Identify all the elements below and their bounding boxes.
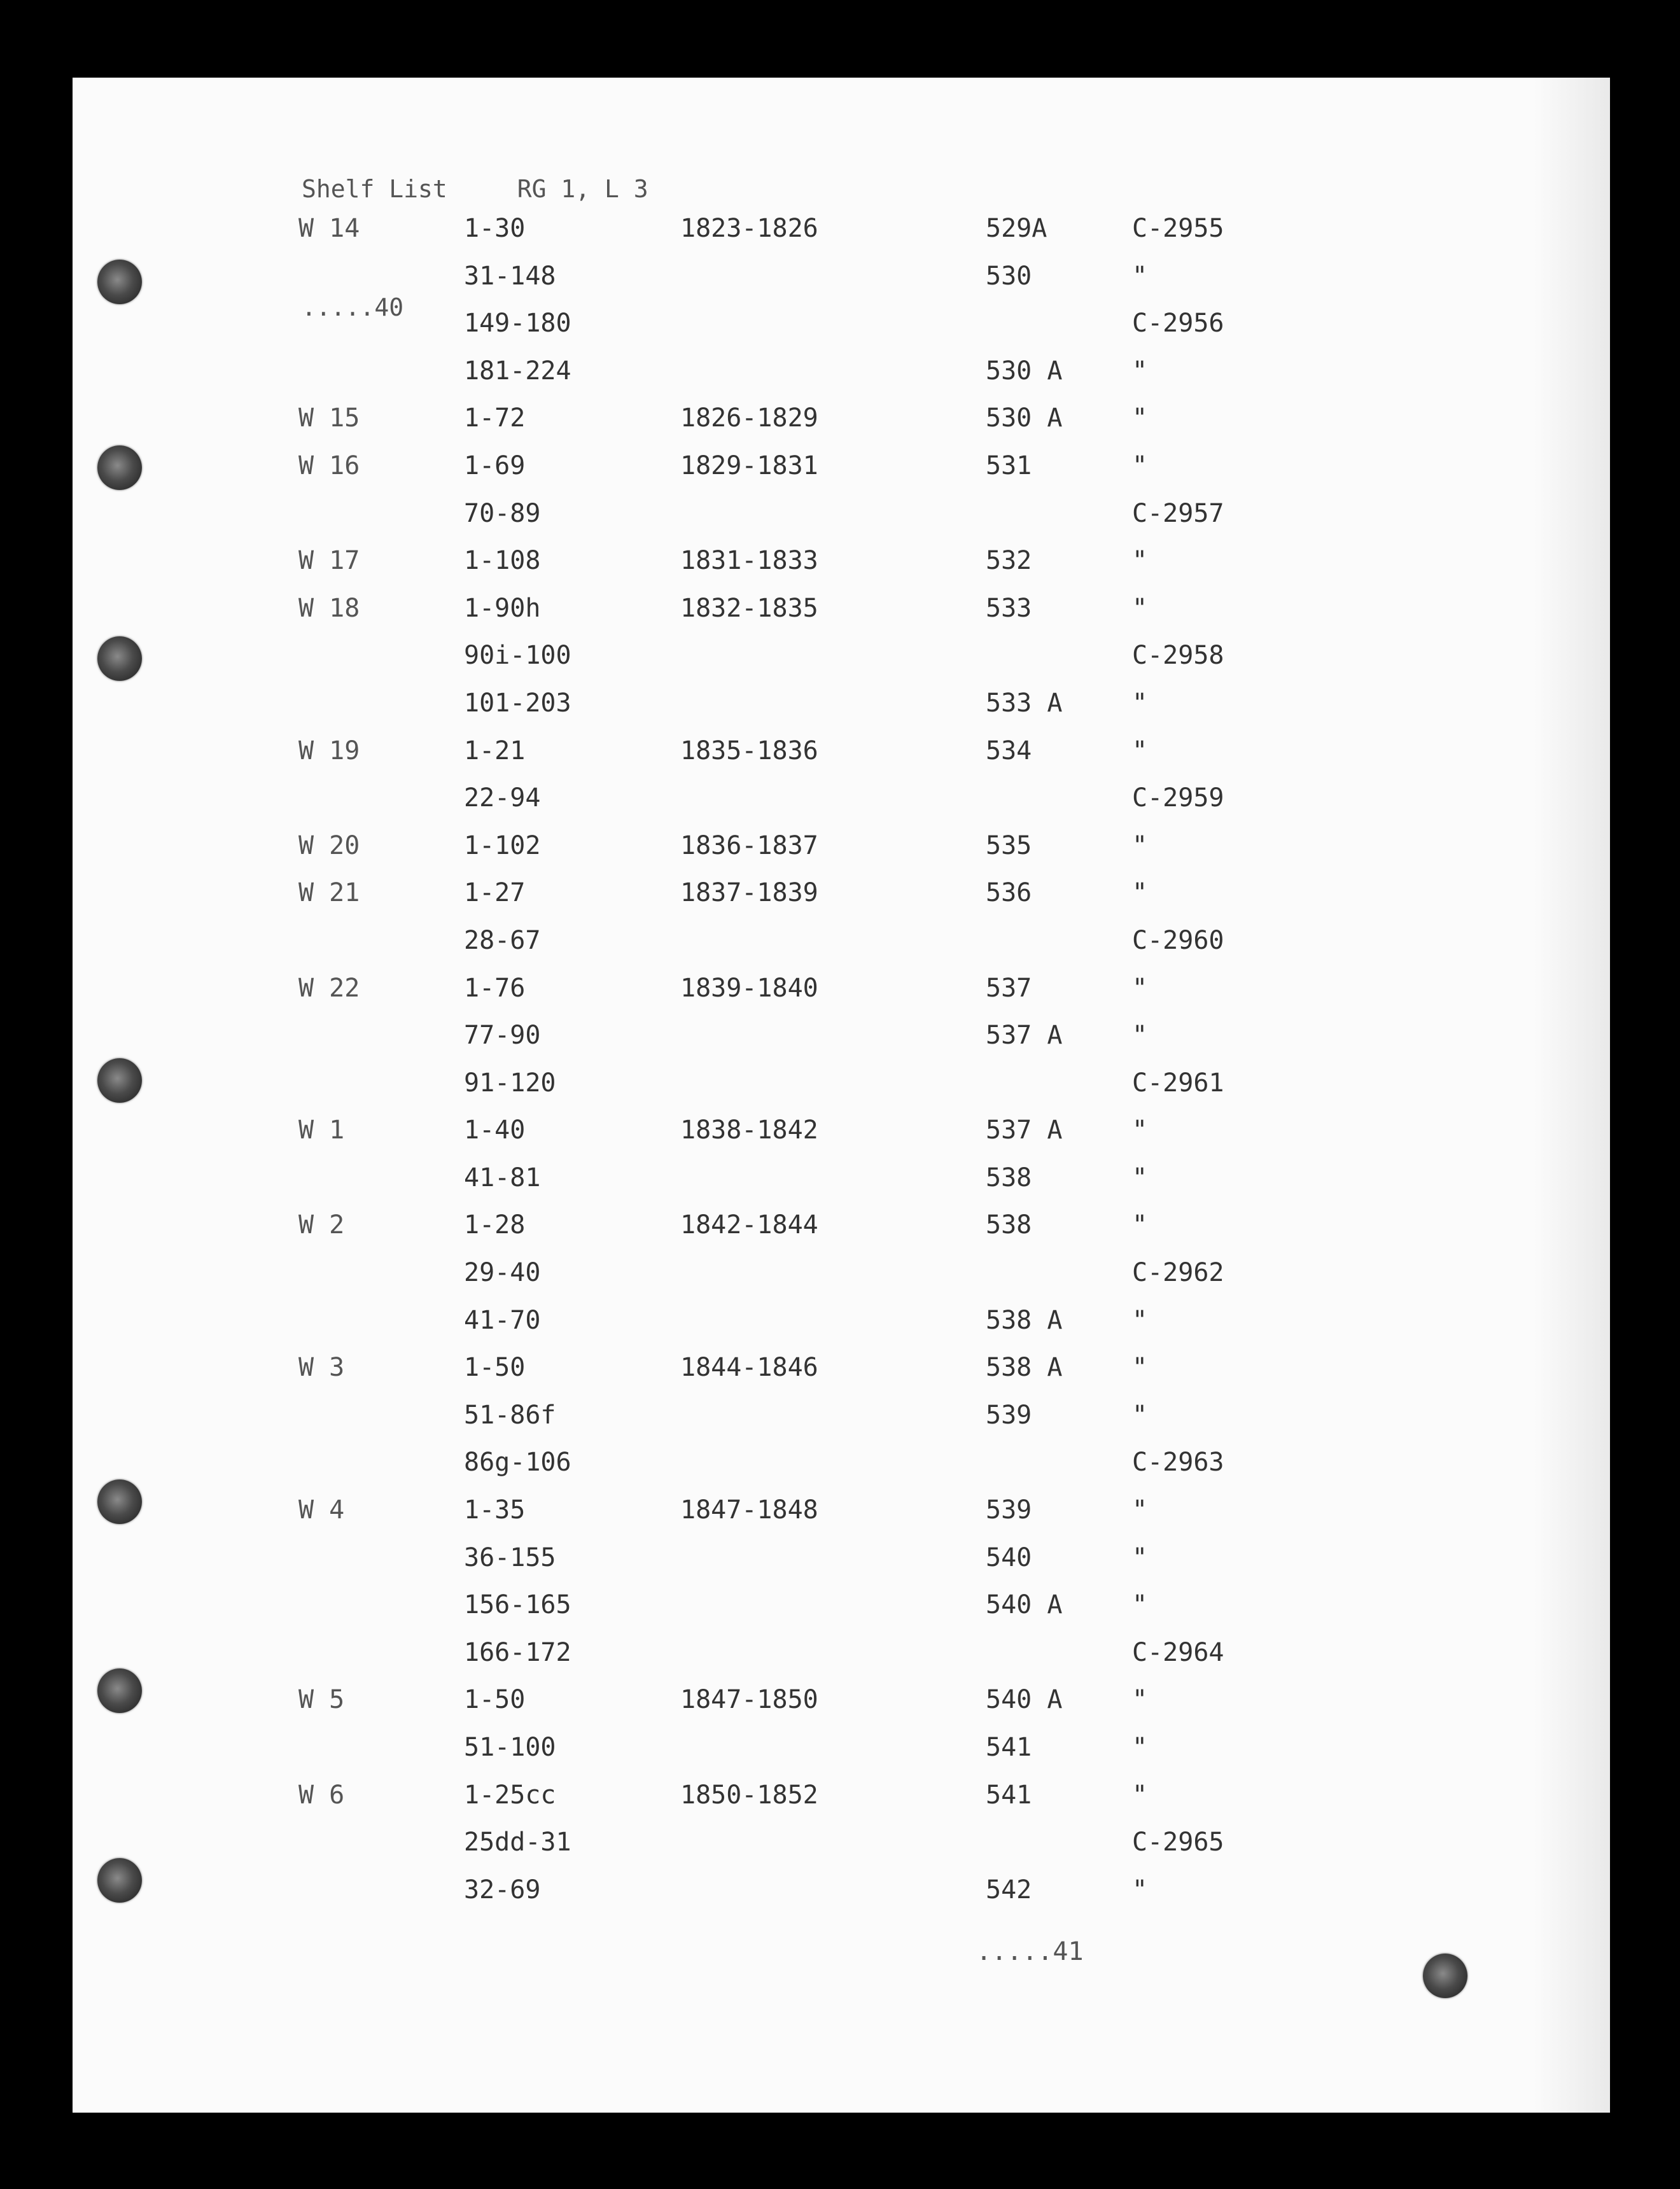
box-number-cell: 539 — [986, 1495, 1032, 1525]
item-range-cell: 77-90 — [464, 1021, 541, 1051]
item-range-cell: 1-108 — [464, 546, 541, 576]
table-row — [73, 1306, 1610, 1353]
item-range-cell: 22-94 — [464, 783, 541, 813]
microfilm-reel-cell: C-2957 — [1132, 498, 1224, 528]
microfilm-reel-cell: " — [1132, 403, 1148, 433]
microfilm-reel-cell: " — [1132, 1163, 1148, 1192]
series-cell: W 18 — [298, 593, 360, 623]
date-range-cell: 1839-1840 — [680, 973, 818, 1003]
box-number-cell: 530 A — [986, 403, 1063, 433]
box-number-cell: 538 — [986, 1210, 1032, 1240]
box-number-cell: 541 — [986, 1780, 1032, 1810]
box-number-cell: 533 — [986, 593, 1032, 623]
punch-hole — [97, 1668, 142, 1713]
item-range-cell: 70-89 — [464, 498, 541, 528]
date-range-cell: 1847-1850 — [680, 1685, 818, 1715]
item-range-cell: 149-180 — [464, 309, 571, 339]
table-row — [73, 736, 1610, 784]
microfilm-reel-cell: " — [1132, 1021, 1148, 1051]
item-range-cell: 1-102 — [464, 830, 541, 860]
box-number-cell: 539 — [986, 1400, 1032, 1430]
table-row — [73, 451, 1610, 499]
record-group-reference: RG 1, L 3 — [517, 175, 648, 203]
box-number-cell: 533 A — [986, 688, 1063, 718]
microfilm-reel-cell: " — [1132, 1115, 1148, 1145]
document-page — [73, 78, 1610, 2113]
box-number-cell: 530 — [986, 261, 1032, 291]
punch-hole — [97, 1058, 142, 1103]
table-row — [73, 1828, 1610, 1875]
item-range-cell: 28-67 — [464, 925, 541, 955]
item-range-cell: 1-90h — [464, 593, 541, 623]
table-row — [73, 1163, 1610, 1211]
microfilm-reel-cell: C-2958 — [1132, 641, 1224, 671]
next-page-marker: .....41 — [976, 1937, 1084, 1966]
series-cell: W 16 — [298, 451, 360, 480]
item-range-cell: 1-72 — [464, 403, 526, 433]
date-range-cell: 1838-1842 — [680, 1115, 818, 1145]
box-number-cell: 534 — [986, 736, 1032, 766]
microfilm-reel-cell: " — [1132, 356, 1148, 386]
microfilm-reel-cell: " — [1132, 1590, 1148, 1620]
item-range-cell: 101-203 — [464, 688, 571, 718]
item-range-cell: 1-30 — [464, 214, 526, 243]
item-range-cell: 1-40 — [464, 1115, 526, 1145]
punch-hole — [1423, 1954, 1467, 1998]
date-range-cell: 1844-1846 — [680, 1353, 818, 1383]
item-range-cell: 1-25cc — [464, 1780, 556, 1810]
series-cell: W 19 — [298, 736, 360, 766]
date-range-cell: 1850-1852 — [680, 1780, 818, 1810]
microfilm-reel-cell: C-2955 — [1132, 214, 1224, 243]
item-range-cell: 156-165 — [464, 1590, 571, 1620]
box-number-cell: 540 — [986, 1542, 1032, 1572]
box-number-cell: 532 — [986, 546, 1032, 576]
series-cell: W 17 — [298, 546, 360, 576]
microfilm-reel-cell: " — [1132, 1495, 1148, 1525]
date-range-cell: 1831-1833 — [680, 546, 818, 576]
microfilm-reel-cell: C-2956 — [1132, 309, 1224, 339]
date-range-cell: 1837-1839 — [680, 878, 818, 908]
box-number-cell: 541 — [986, 1733, 1032, 1762]
item-range-cell: 36-155 — [464, 1542, 556, 1572]
table-row — [73, 499, 1610, 547]
date-range-cell: 1823-1826 — [680, 214, 818, 243]
table-row — [73, 1543, 1610, 1591]
box-number-cell: 537 — [986, 973, 1032, 1003]
punch-hole — [97, 1479, 142, 1524]
box-number-cell: 529A — [986, 214, 1047, 243]
microfilm-reel-cell: " — [1132, 261, 1148, 291]
box-number-cell: 538 — [986, 1163, 1032, 1192]
item-range-cell: 32-69 — [464, 1875, 541, 1905]
item-range-cell: 166-172 — [464, 1637, 571, 1667]
table-row — [73, 974, 1610, 1021]
series-cell: W 22 — [298, 973, 360, 1003]
table-row — [73, 1733, 1610, 1780]
table-row — [73, 356, 1610, 404]
item-range-cell: 1-69 — [464, 451, 526, 480]
item-range-cell: 1-28 — [464, 1210, 526, 1240]
microfilm-reel-cell: " — [1132, 1733, 1148, 1762]
microfilm-reel-cell: " — [1132, 973, 1148, 1003]
page-marker: .....40 — [302, 293, 404, 321]
table-row — [73, 309, 1610, 356]
table-row — [73, 1115, 1610, 1163]
microfilm-reel-cell: " — [1132, 830, 1148, 860]
table-row — [73, 1590, 1610, 1638]
microfilm-reel-cell: " — [1132, 1210, 1148, 1240]
item-range-cell: 1-50 — [464, 1685, 526, 1715]
table-row — [73, 831, 1610, 879]
item-range-cell: 41-70 — [464, 1305, 541, 1335]
table-row — [73, 1258, 1610, 1306]
item-range-cell: 1-27 — [464, 878, 526, 908]
box-number-cell: 540 A — [986, 1590, 1063, 1620]
microfilm-reel-cell: " — [1132, 1305, 1148, 1335]
date-range-cell: 1826-1829 — [680, 403, 818, 433]
microfilm-reel-cell: " — [1132, 593, 1148, 623]
series-cell: W 1 — [298, 1115, 345, 1145]
table-row — [73, 1021, 1610, 1068]
punch-hole — [97, 445, 142, 490]
date-range-cell: 1832-1835 — [680, 593, 818, 623]
table-row — [73, 1401, 1610, 1448]
table-row — [73, 262, 1610, 309]
box-number-cell: 530 A — [986, 356, 1063, 386]
header-title-row — [302, 169, 718, 209]
table-row — [73, 594, 1610, 641]
box-number-cell: 538 A — [986, 1353, 1063, 1383]
microfilm-reel-cell: " — [1132, 1780, 1148, 1810]
item-range-cell: 90i-100 — [464, 641, 571, 671]
item-range-cell: 1-76 — [464, 973, 526, 1003]
microfilm-reel-cell: " — [1132, 1542, 1148, 1572]
box-number-cell: 538 A — [986, 1305, 1063, 1335]
microfilm-reel-cell: " — [1132, 451, 1148, 480]
series-cell: W 3 — [298, 1353, 345, 1383]
microfilm-reel-cell: C-2963 — [1132, 1448, 1224, 1478]
microfilm-reel-cell: " — [1132, 546, 1148, 576]
microfilm-reel-cell: C-2959 — [1132, 783, 1224, 813]
date-range-cell: 1842-1844 — [680, 1210, 818, 1240]
table-row — [73, 1353, 1610, 1401]
table-row — [73, 403, 1610, 451]
box-number-cell: 537 A — [986, 1021, 1063, 1051]
microfilm-reel-cell: " — [1132, 1685, 1148, 1715]
item-range-cell: 1-35 — [464, 1495, 526, 1525]
box-number-cell: 536 — [986, 878, 1032, 908]
item-range-cell: 51-100 — [464, 1733, 556, 1762]
microfilm-reel-cell: " — [1132, 1353, 1148, 1383]
microfilm-reel-cell: " — [1132, 1400, 1148, 1430]
series-cell: W 5 — [298, 1685, 345, 1715]
table-row — [73, 1495, 1610, 1543]
item-range-cell: 41-81 — [464, 1163, 541, 1192]
item-range-cell: 31-148 — [464, 261, 556, 291]
table-row — [73, 1780, 1610, 1828]
microfilm-reel-cell: C-2962 — [1132, 1258, 1224, 1288]
table-row — [73, 1448, 1610, 1495]
series-cell: W 21 — [298, 878, 360, 908]
box-number-cell: 537 A — [986, 1115, 1063, 1145]
table-row — [73, 689, 1610, 736]
box-number-cell: 542 — [986, 1875, 1032, 1905]
microfilm-reel-cell: " — [1132, 1875, 1148, 1905]
table-row — [73, 1068, 1610, 1116]
table-row — [73, 1210, 1610, 1258]
date-range-cell: 1829-1831 — [680, 451, 818, 480]
punch-hole — [97, 260, 142, 304]
table-row — [73, 641, 1610, 689]
microfilm-reel-cell: " — [1132, 736, 1148, 766]
item-range-cell: 181-224 — [464, 356, 571, 386]
series-cell: W 15 — [298, 403, 360, 433]
box-number-cell: 540 A — [986, 1685, 1063, 1715]
series-cell: W 14 — [298, 214, 360, 243]
box-number-cell: 531 — [986, 451, 1032, 480]
item-range-cell: 1-21 — [464, 736, 526, 766]
punch-hole — [97, 636, 142, 681]
shelf-list-table — [73, 214, 1610, 1922]
table-row — [73, 926, 1610, 974]
shelf-list-title: Shelf List — [302, 175, 447, 203]
date-range-cell: 1847-1848 — [680, 1495, 818, 1525]
item-range-cell: 1-50 — [464, 1353, 526, 1383]
series-cell: W 2 — [298, 1210, 345, 1240]
microfilm-reel-cell: C-2965 — [1132, 1828, 1224, 1857]
date-range-cell: 1835-1836 — [680, 736, 818, 766]
box-number-cell: 535 — [986, 830, 1032, 860]
item-range-cell: 86g-106 — [464, 1448, 571, 1478]
table-row — [73, 546, 1610, 594]
table-row — [73, 783, 1610, 831]
punch-hole — [97, 1858, 142, 1903]
table-row — [73, 214, 1610, 262]
table-row — [73, 1875, 1610, 1923]
series-cell: W 4 — [298, 1495, 345, 1525]
microfilm-reel-cell: " — [1132, 878, 1148, 908]
table-row — [73, 1685, 1610, 1733]
series-cell: W 20 — [298, 830, 360, 860]
date-range-cell: 1836-1837 — [680, 830, 818, 860]
series-cell: W 6 — [298, 1780, 345, 1810]
microfilm-reel-cell: C-2961 — [1132, 1068, 1224, 1098]
microfilm-reel-cell: C-2960 — [1132, 925, 1224, 955]
item-range-cell: 51-86f — [464, 1400, 556, 1430]
microfilm-reel-cell: C-2964 — [1132, 1637, 1224, 1667]
item-range-cell: 91-120 — [464, 1068, 556, 1098]
microfilm-reel-cell: " — [1132, 688, 1148, 718]
item-range-cell: 29-40 — [464, 1258, 541, 1288]
table-row — [73, 1638, 1610, 1686]
table-row — [73, 878, 1610, 926]
item-range-cell: 25dd-31 — [464, 1828, 571, 1857]
